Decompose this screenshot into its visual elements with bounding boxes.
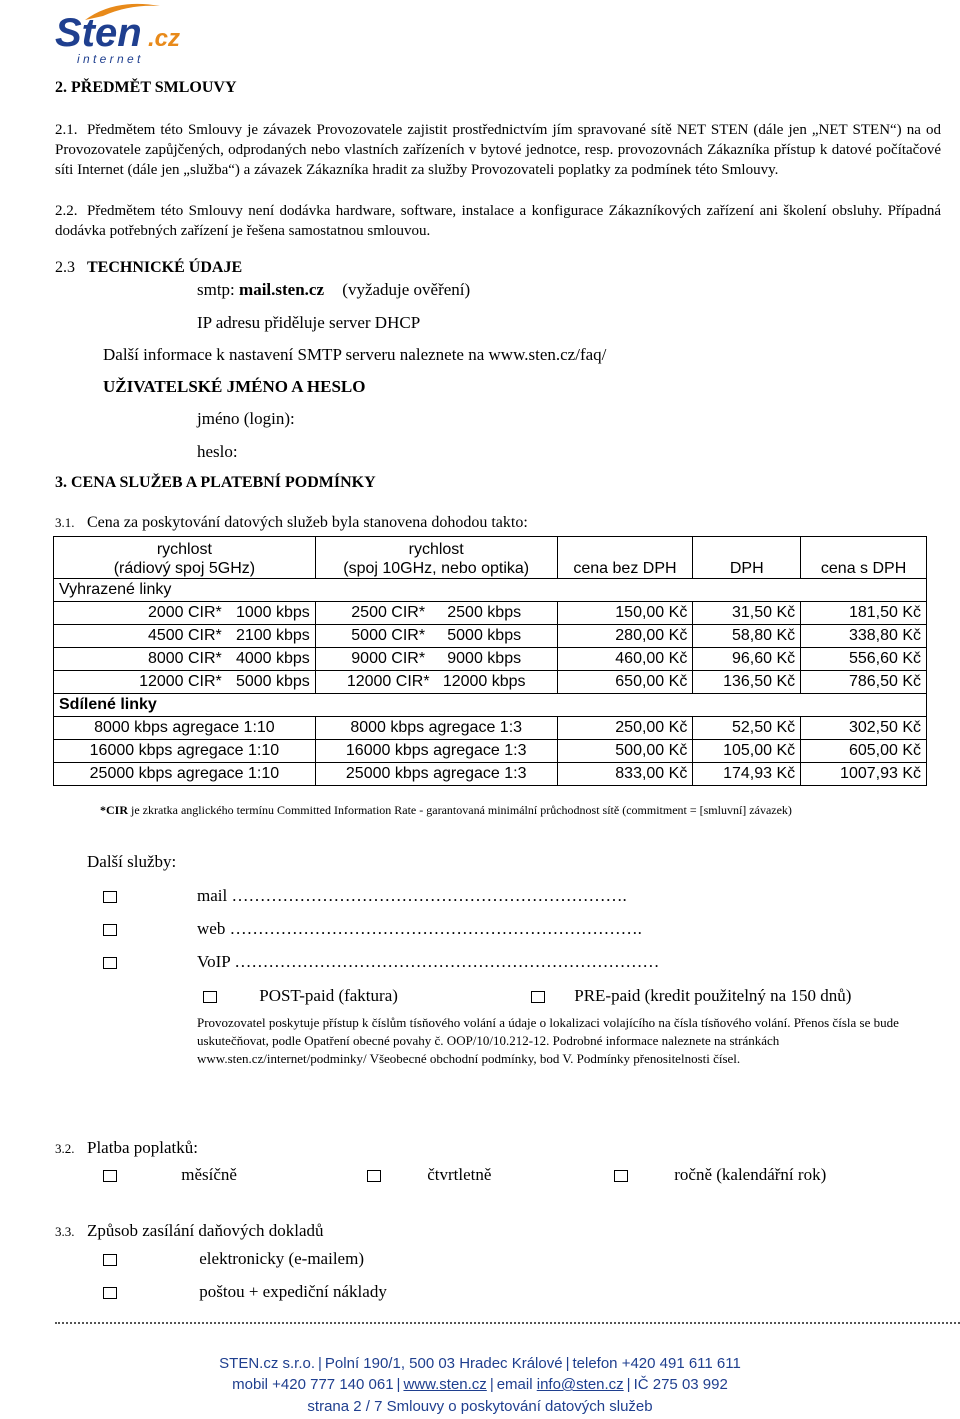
- tech-heading-text: TECHNICKÉ ÚDAJE: [87, 259, 243, 276]
- footer-ic: IČ 275 03 992: [633, 1376, 728, 1393]
- mail-checkbox[interactable]: [103, 891, 117, 903]
- speed-radio-cell: 4500 CIR* 2100 kbps: [54, 625, 316, 648]
- footer-mobile: mobil +420 777 140 061: [232, 1376, 394, 1393]
- vat-cell: 136,50 Kč: [693, 671, 801, 694]
- header-speed-optic: rychlost (spoj 10GHz, nebo optika): [315, 537, 557, 579]
- footer-company: STEN.cz s.r.o.: [219, 1355, 316, 1372]
- table-row: [54, 602, 927, 625]
- section-2-heading: 2. PŘEDMĚT SMLOUVY: [55, 79, 237, 96]
- extra-mail: mail …………………………………………………………….: [197, 886, 627, 905]
- voip-note: Provozovatel poskytuje přístup k číslům tísňového volání a údaje o lokalizaci volajícího na čísla tísňového volání. Přenos čísla se bude uskutečňovat, podle Opatření obecné povahy č. OOP/10/10.212-12. Podrobné informace naleznete na stránkách www.sten.cz/internet/podminky/ Všeobecné obchodní podmínky, bod V. Podmínky přenositelnosti čísel.: [197, 1015, 899, 1066]
- speed-radio-cell: 12000 CIR* 5000 kbps: [54, 671, 316, 694]
- price-net-cell: 833,00 Kč: [557, 763, 693, 786]
- docs-post[interactable]: [103, 1282, 387, 1302]
- footer-page: strana 2 / 7 Smlouvy o poskytování datových služeb: [307, 1398, 653, 1415]
- quarterly-label: čtvrtletně: [427, 1165, 492, 1184]
- footer-phone: telefon +420 491 611 611: [572, 1355, 741, 1372]
- price-gross-cell: 181,50 Kč: [801, 602, 927, 625]
- header-speed-radio: rychlost (rádiový spoj 5GHz): [54, 537, 316, 579]
- ip-text: IP adresu přiděluje server DHCP: [197, 313, 421, 332]
- price-net-cell: 500,00 Kč: [557, 740, 693, 763]
- yearly-checkbox[interactable]: [614, 1170, 628, 1182]
- speed-radio-cell: 2000 CIR* 1000 kbps: [54, 602, 316, 625]
- payment-monthly[interactable]: [103, 1165, 237, 1185]
- speed-radio-cell: 16000 kbps agregace 1:10: [54, 740, 316, 763]
- paragraph-2-2: [55, 201, 941, 241]
- paragraph-2-1-num: 2.1.: [55, 122, 78, 138]
- paragraph-2-1-text: Předmětem této Smlouvy je závazek Provozovatele zajistit prostřednictvím jím spravované sítě NET STEN (dále jen „NET STEN“) na od Provozovatele zapůjčených, odprodaných nebo vlastních zařízeních v bytové jednotce, resp. provozovnách Zákazníka přístup k datové počítačové síti Internet (dále jen „služba“) a závazek Zákazníka hradit za služby Provozovateli poplatky za podmínek této Smlouvy.: [55, 122, 941, 178]
- docs-email-label: elektronicky (e-mailem): [199, 1249, 364, 1268]
- price-gross-cell: 556,60 Kč: [801, 648, 927, 671]
- payment-num: 3.2.: [55, 1141, 75, 1156]
- user-heading: UŽIVATELSKÉ JMÉNO A HESLO: [103, 377, 366, 396]
- paragraph-3-1-num: 3.1.: [55, 515, 75, 530]
- prepaid-label: PRE-paid (kredit použitelný na 150 dnů): [574, 986, 852, 1005]
- paragraph-2-1: [55, 120, 941, 180]
- footer-web-link[interactable]: www.sten.cz: [403, 1376, 487, 1393]
- dedicated-label: Vyhrazené linky: [54, 579, 927, 602]
- shared-label: Sdílené linky: [54, 694, 927, 717]
- docs-heading-row: [55, 1221, 324, 1241]
- price-gross-cell: 302,50 Kč: [801, 717, 927, 740]
- footer-line-2: mobil +420 777 140 061 | www.sten.cz | email info@sten.cz | IČ 275 03 992: [232, 1376, 728, 1393]
- smtp-label: smtp:: [197, 280, 240, 299]
- table-row: [54, 717, 927, 740]
- smtp-note: (vyžaduje ověření): [342, 280, 471, 299]
- table-row: [54, 648, 927, 671]
- docs-heading: Způsob zasílání daňových dokladů: [87, 1221, 324, 1240]
- footer-email-label: email: [496, 1376, 537, 1393]
- tech-heading-num: 2.3: [55, 259, 75, 276]
- docs-email[interactable]: [103, 1249, 364, 1269]
- speed-radio-cell: 8000 CIR* 4000 kbps: [54, 648, 316, 671]
- docs-post-checkbox[interactable]: [103, 1287, 117, 1299]
- table-row: [54, 740, 927, 763]
- password-label: heslo:: [197, 442, 238, 461]
- postpaid-checkbox[interactable]: [203, 991, 217, 1003]
- extra-web-row[interactable]: [103, 919, 642, 939]
- vat-cell: 96,60 Kč: [693, 648, 801, 671]
- monthly-checkbox[interactable]: [103, 1170, 117, 1182]
- price-gross-cell: 786,50 Kč: [801, 671, 927, 694]
- tech-heading: [55, 259, 242, 277]
- table-row: [54, 763, 927, 786]
- price-net-cell: 650,00 Kč: [557, 671, 693, 694]
- paragraph-3-1: [55, 514, 528, 532]
- logo-tagline: i n t e r n e t: [77, 52, 141, 66]
- cir-note: [100, 803, 792, 818]
- logo-graphic: [55, 0, 215, 66]
- header-vat: DPH: [693, 537, 801, 579]
- logo-brand: Sten: [55, 11, 142, 55]
- extra-voip-row[interactable]: [103, 952, 660, 972]
- web-checkbox[interactable]: [103, 924, 117, 936]
- extra-heading: Další služby:: [87, 852, 177, 871]
- speed-optic-cell: 12000 CIR* 12000 kbps: [315, 671, 557, 694]
- vat-cell: 105,00 Kč: [693, 740, 801, 763]
- extra-web: web ……………………………………………………………….: [197, 919, 642, 938]
- payment-yearly[interactable]: [614, 1165, 826, 1185]
- docs-email-checkbox[interactable]: [103, 1254, 117, 1266]
- payment-heading: Platba poplatků:: [87, 1138, 198, 1157]
- table-row: [54, 671, 927, 694]
- docs-num: 3.3.: [55, 1224, 75, 1239]
- postpaid-label: POST-paid (faktura): [259, 986, 398, 1005]
- footer-email-link[interactable]: info@sten.cz: [536, 1376, 624, 1393]
- table-row: [54, 625, 927, 648]
- footer-line-1: STEN.cz s.r.o. | Polní 190/1, 500 03 Hradec Králové | telefon +420 491 611 611: [219, 1355, 741, 1372]
- speed-optic-cell: 8000 kbps agregace 1:3: [315, 717, 557, 740]
- dedicated-rows: [54, 602, 927, 694]
- section-3-heading: 3. CENA SLUŽEB A PLATEBNÍ PODMÍNKY: [55, 474, 376, 491]
- speed-radio-cell: 8000 kbps agregace 1:10: [54, 717, 316, 740]
- paragraph-2-2-text: Předmětem této Smlouvy není dodávka hardware, software, instalace a konfigurace Zákazníkových zařízení ani školení obsluhy. Případná dodávka potřebných zařízení je řešena samostatnou smlouvou.: [55, 203, 941, 239]
- cir-note-text: je zkratka anglického termínu Committed Information Rate - garantovaná minimální průchodnost sítě (commitment = [smluvní] závazek): [128, 803, 792, 817]
- yearly-label: ročně (kalendářní rok): [674, 1165, 827, 1184]
- sten-logo: [55, 0, 215, 66]
- price-table-header: [54, 537, 927, 579]
- smtp-value: mail.sten.cz: [239, 280, 325, 299]
- payment-heading-row: [55, 1138, 198, 1158]
- payment-quarterly[interactable]: [367, 1165, 491, 1185]
- logo-tld: .cz: [148, 25, 181, 52]
- price-net-cell: 460,00 Kč: [557, 648, 693, 671]
- speed-optic-cell: 9000 CIR* 9000 kbps: [315, 648, 557, 671]
- speed-optic-cell: 2500 CIR* 2500 kbps: [315, 602, 557, 625]
- quarterly-checkbox[interactable]: [367, 1170, 381, 1182]
- prepaid-option[interactable]: [531, 986, 851, 1006]
- prepaid-checkbox[interactable]: [531, 991, 545, 1003]
- login-label: jméno (login):: [197, 409, 295, 428]
- price-gross-cell: 1007,93 Kč: [801, 763, 927, 786]
- price-net-cell: 150,00 Kč: [557, 602, 693, 625]
- shared-section-row: [54, 694, 927, 717]
- vat-cell: 31,50 Kč: [693, 602, 801, 625]
- vat-cell: 52,50 Kč: [693, 717, 801, 740]
- vat-cell: 58,80 Kč: [693, 625, 801, 648]
- price-gross-cell: 605,00 Kč: [801, 740, 927, 763]
- paragraph-3-1-text: Cena za poskytování datových služeb byla stanovena dohodou takto:: [87, 514, 528, 531]
- price-net-cell: 250,00 Kč: [557, 717, 693, 740]
- footer-divider: [55, 1322, 960, 1324]
- docs-post-label: poštou + expediční náklady: [199, 1282, 387, 1301]
- dedicated-section-row: [54, 579, 927, 602]
- header-price-net: cena bez DPH: [557, 537, 693, 579]
- speed-optic-cell: 5000 CIR* 5000 kbps: [315, 625, 557, 648]
- speed-optic-cell: 16000 kbps agregace 1:3: [315, 740, 557, 763]
- shared-rows: [54, 717, 927, 786]
- cir-note-bold: *CIR: [100, 803, 129, 817]
- voip-checkbox[interactable]: [103, 957, 117, 969]
- price-net-cell: 280,00 Kč: [557, 625, 693, 648]
- vat-cell: 174,93 Kč: [693, 763, 801, 786]
- speed-radio-cell: 25000 kbps agregace 1:10: [54, 763, 316, 786]
- paragraph-2-2-num: 2.2.: [55, 203, 78, 219]
- footer-address: Polní 190/1, 500 03 Hradec Králové: [324, 1355, 563, 1372]
- smtp-line: [197, 280, 470, 300]
- smtp-info: Další informace k nastavení SMTP serveru naleznete na www.sten.cz/faq/: [103, 345, 607, 364]
- extra-voip: VoIP …………………………………………………………………: [197, 952, 660, 971]
- speed-optic-cell: 25000 kbps agregace 1:3: [315, 763, 557, 786]
- postpaid-option[interactable]: [203, 986, 398, 1006]
- monthly-label: měsíčně: [181, 1165, 237, 1184]
- extra-mail-row[interactable]: [103, 886, 627, 906]
- price-table: [53, 536, 927, 786]
- header-price-gross: cena s DPH: [801, 537, 927, 579]
- price-gross-cell: 338,80 Kč: [801, 625, 927, 648]
